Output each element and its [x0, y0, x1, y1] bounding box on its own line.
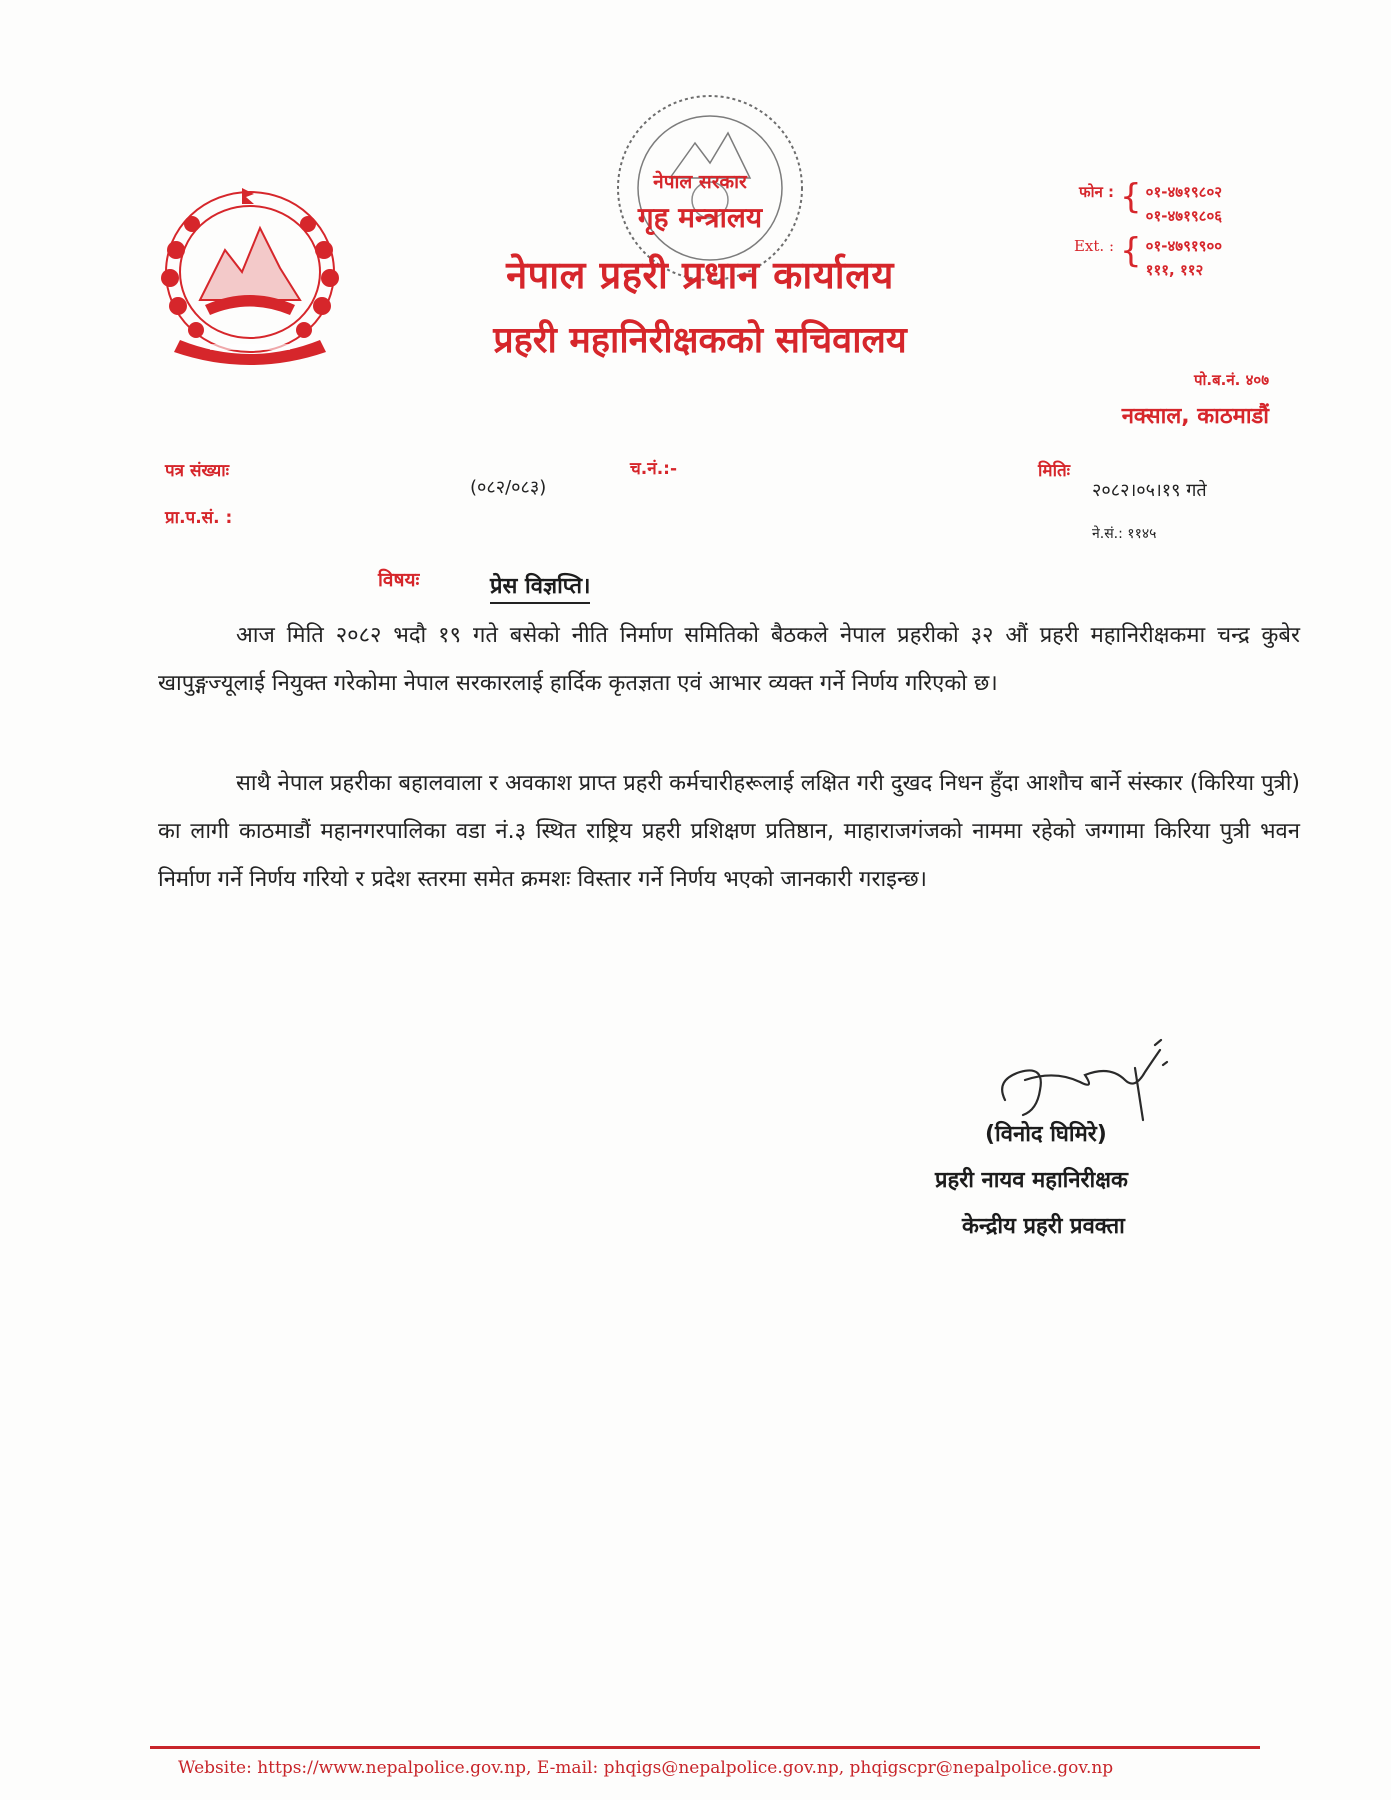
phone-label: फोन : [1079, 183, 1114, 201]
ext-number: १११, ११२ [1145, 261, 1204, 279]
signatory-name: (विनोद घिमिरे) [985, 1122, 1107, 1147]
nepal-emblem-icon [150, 180, 350, 370]
signatory-rank: प्रहरी नायव महानिरीक्षक [935, 1168, 1128, 1193]
header-government: नेपाल सरकार [653, 171, 747, 193]
patra-sankhya-label: पत्र संख्याः [165, 461, 230, 481]
prap-label: प्रा.प.सं. : [165, 508, 233, 528]
address: नक्साल, काठमाडौं [1121, 404, 1269, 429]
brace-icon: { [1120, 231, 1142, 271]
signatory-role: केन्द्रीय प्रहरी प्रवक्ता [962, 1214, 1125, 1239]
chalani-label: च.नं.:- [630, 459, 677, 479]
date-value: २०८२।०५।१९ गते [1092, 480, 1207, 501]
phone-row [1060, 177, 1223, 228]
ext-number: ०१-४७९१९०० [1145, 237, 1223, 255]
footer-contact: Website: https://www.nepalpolice.gov.np, E-mail: phqigs@nepalpolice.gov.np, phqigscpr@nepalpolice.gov.np [178, 1758, 1114, 1778]
subject-value: प्रेस विज्ञप्ति। [490, 570, 590, 604]
po-box: पो.ब.नं. ४०७ [1193, 371, 1269, 389]
date-label: मितिः [1038, 461, 1071, 481]
phone-number: ०१-४७१९८०६ [1145, 207, 1223, 225]
signature-icon [985, 1020, 1185, 1130]
header-ministry: गृह मन्त्रालय [637, 201, 763, 234]
header-office: नेपाल प्रहरी प्रधान कार्यालय [506, 253, 894, 297]
body-paragraph: आज मिति २०८२ भदौ १९ गते बसेको नीति निर्माण समितिको बैठकले नेपाल प्रहरीको ३२ औं प्रहरी महानिरीक्षकमा चन्द्र कुबेर खापुङ्गज्यूलाई नियुक्त गरेकोमा नेपाल सरकारलाई हार्दिक कृतज्ञता एवं आभार व्यक्त गर्ने निर्णय गरिएको छ। [158, 623, 1300, 696]
phone-number: ०१-४७१९८०२ [1145, 183, 1223, 201]
footer-divider [150, 1746, 1260, 1749]
ext-label: Ext. : [1073, 237, 1114, 255]
fiscal-year: (०८२/०८३) [470, 477, 547, 498]
nepal-sambat: ने.सं.: ११४५ [1092, 526, 1157, 542]
header-secretariat: प्रहरी महानिरीक्षकको सचिवालय [493, 320, 907, 361]
contact-block [1060, 177, 1223, 282]
ext-row [1060, 231, 1223, 282]
body-paragraph: साथै नेपाल प्रहरीका बहालवाला र अवकाश प्राप्त प्रहरी कर्मचारीहरूलाई लक्षित गरी दुखद निधन हुँदा आशौच बार्ने संस्कार (किरिया पुत्री) का लागी काठमाडौं महानगरपालिका वडा नं.३ स्थित राष्ट्रिय प्रहरी प्रशिक्षण प्रतिष्ठान, माहाराजगंजको नाममा रहेको जग्गामा किरिया पुत्री भवन निर्माण गर्ने निर्णय गरियो र प्रदेश स्तरमा समेत क्रमशः विस्तार गर्ने निर्णय भएको जानकारी गराइन्छ। [158, 771, 1300, 892]
subject-label: विषयः [378, 569, 420, 591]
brace-icon: { [1120, 177, 1142, 217]
